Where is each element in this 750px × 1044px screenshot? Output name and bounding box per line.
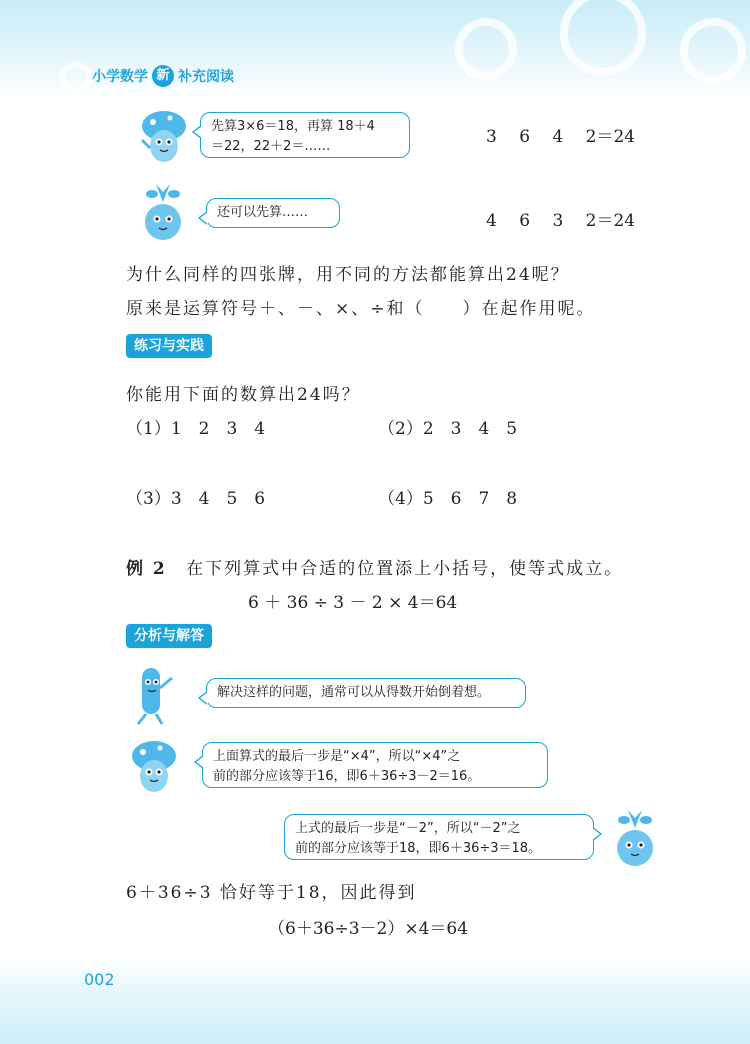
mushroom-mascot-icon — [136, 110, 192, 168]
practice-question: 你能用下面的数算出24吗？ — [126, 385, 361, 405]
final-equation: （6＋36÷3－2）×4＝64 — [268, 919, 469, 939]
bubble-text-line: 上面算式的最后一步是“×4”，所以“×4”之 — [213, 749, 461, 764]
bubble-text-line: 前的部分应该等于18，即6＋36÷3＝18。 — [295, 841, 542, 856]
answer-prompt-text: 原来是运算符号＋、－、×、÷和（ ）在起作用呢。 — [126, 299, 596, 319]
radish-mascot-icon — [138, 182, 188, 246]
example-heading — [126, 554, 623, 579]
mushroom-mascot-icon — [126, 740, 182, 798]
swirl-decoration — [455, 18, 517, 80]
cucumber-mascot-icon — [128, 664, 178, 726]
book-brand — [92, 64, 234, 88]
practice-item: （3）3 4 5 6 — [126, 489, 266, 509]
brand-right-text: 补充阅读 — [178, 69, 234, 85]
practice-section-title: 练习与实践 — [126, 334, 212, 358]
speech-bubble — [200, 112, 410, 158]
conclusion-text: 6＋36÷3 恰好等于18，因此得到 — [126, 883, 417, 903]
swirl-decoration — [680, 18, 746, 84]
brand-badge: 新 — [152, 65, 174, 87]
practice-item: （4）5 6 7 8 — [378, 489, 518, 509]
radish-mascot-icon — [610, 808, 660, 872]
example-text: 在下列算式中合适的位置添上小括号，使等式成立。 — [186, 559, 624, 579]
speech-bubble — [202, 742, 548, 788]
swirl-decoration — [60, 62, 92, 94]
puzzle-equation: 3 6 4 2＝24 — [486, 127, 636, 147]
speech-bubble — [206, 198, 340, 228]
brand-left-text: 小学数学 — [92, 69, 148, 85]
practice-item: （2）2 3 4 5 — [378, 419, 518, 439]
question-text: 为什么同样的四张牌，用不同的方法都能算出24呢？ — [126, 265, 570, 285]
page-number: 002 — [84, 970, 115, 989]
speech-bubble — [206, 678, 526, 708]
speech-bubble — [284, 814, 594, 860]
example-label: 例 2 — [126, 559, 167, 579]
bubble-text-line: ＝22，22＋2＝…… — [211, 139, 331, 154]
bubble-text-line: 还可以先算…… — [217, 205, 309, 220]
practice-item: （1）1 2 3 4 — [126, 419, 266, 439]
puzzle-equation: 4 6 3 2＝24 — [486, 211, 636, 231]
bubble-text-line: 上式的最后一步是“－2”，所以“－2”之 — [295, 821, 521, 836]
bubble-text-line: 先算3×6＝18，再算 18＋4 — [211, 119, 375, 134]
bubble-text-line: 前的部分应该等于16，即6＋36÷3－2＝16。 — [213, 769, 481, 784]
example-equation: 6 ＋ 36 ÷ 3 － 2 × 4＝64 — [248, 593, 458, 613]
bubble-text-line: 解决这样的问题，通常可以从得数开始倒着想。 — [217, 685, 491, 700]
analysis-section-title: 分析与解答 — [126, 624, 212, 648]
